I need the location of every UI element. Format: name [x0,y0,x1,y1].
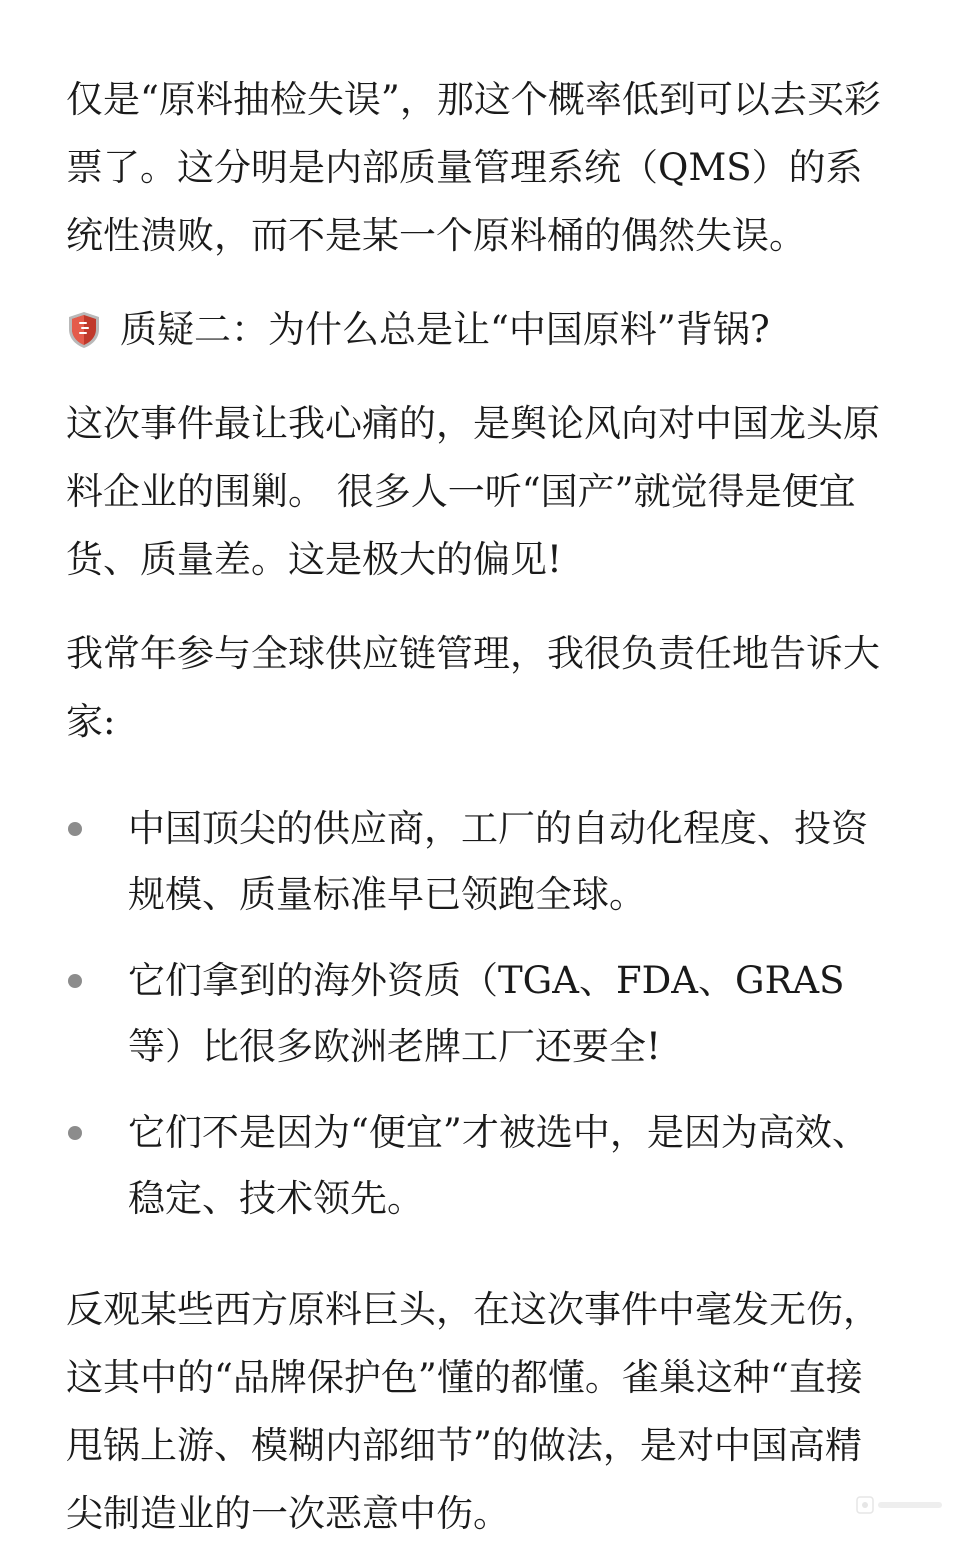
paragraph-3: 我常年参与全球供应链管理，我很负责任地告诉大家: [66,632,880,743]
paragraph-1: 仅是“原料抽检失误”，那这个概率低到可以去买彩票了。这分明是内部质量管理系统（QMS）的系统性溃败，而不是某一个原料桶的偶然失误。 [66,78,881,257]
list-item [66,1100,896,1232]
list-item [66,796,896,928]
paragraph-4: 反观某些西方原料巨头，在这次事件中毫发无伤，这其中的“品牌保护色”懂的都懂。雀巢这种“直接甩锅上游、模糊内部细节”的做法，是对中国高精尖制造业的一次恶意中伤。 [66,1288,880,1535]
list-item-text: 它们不是因为“便宜”才被选中，是因为高效、稳定、技术领先。 [128,1111,869,1220]
shield-icon [66,310,102,350]
bullet-dot [68,822,82,836]
article-body [66,66,896,1548]
watermark-logo [856,1494,946,1516]
section-heading [66,296,896,364]
section-heading-text: 质疑二：为什么总是让“中国原料”背锅? [120,308,770,351]
paragraph-2: 这次事件最让我心痛的，是舆论风向对中国龙头原料企业的围剿。 很多人一听“国产”就觉得是便宜货、质量差。这是极大的偏见! [66,402,880,581]
list-item-text: 中国顶尖的供应商，工厂的自动化程度、投资规模、质量标准早已领跑全球。 [128,807,868,916]
bullet-list [66,796,896,1232]
list-item [66,948,896,1080]
bullet-dot [68,974,82,988]
bullet-dot [68,1126,82,1140]
list-item-text: 它们拿到的海外资质（TGA、FDA、GRAS等）比很多欧洲老牌工厂还要全! [128,959,845,1068]
